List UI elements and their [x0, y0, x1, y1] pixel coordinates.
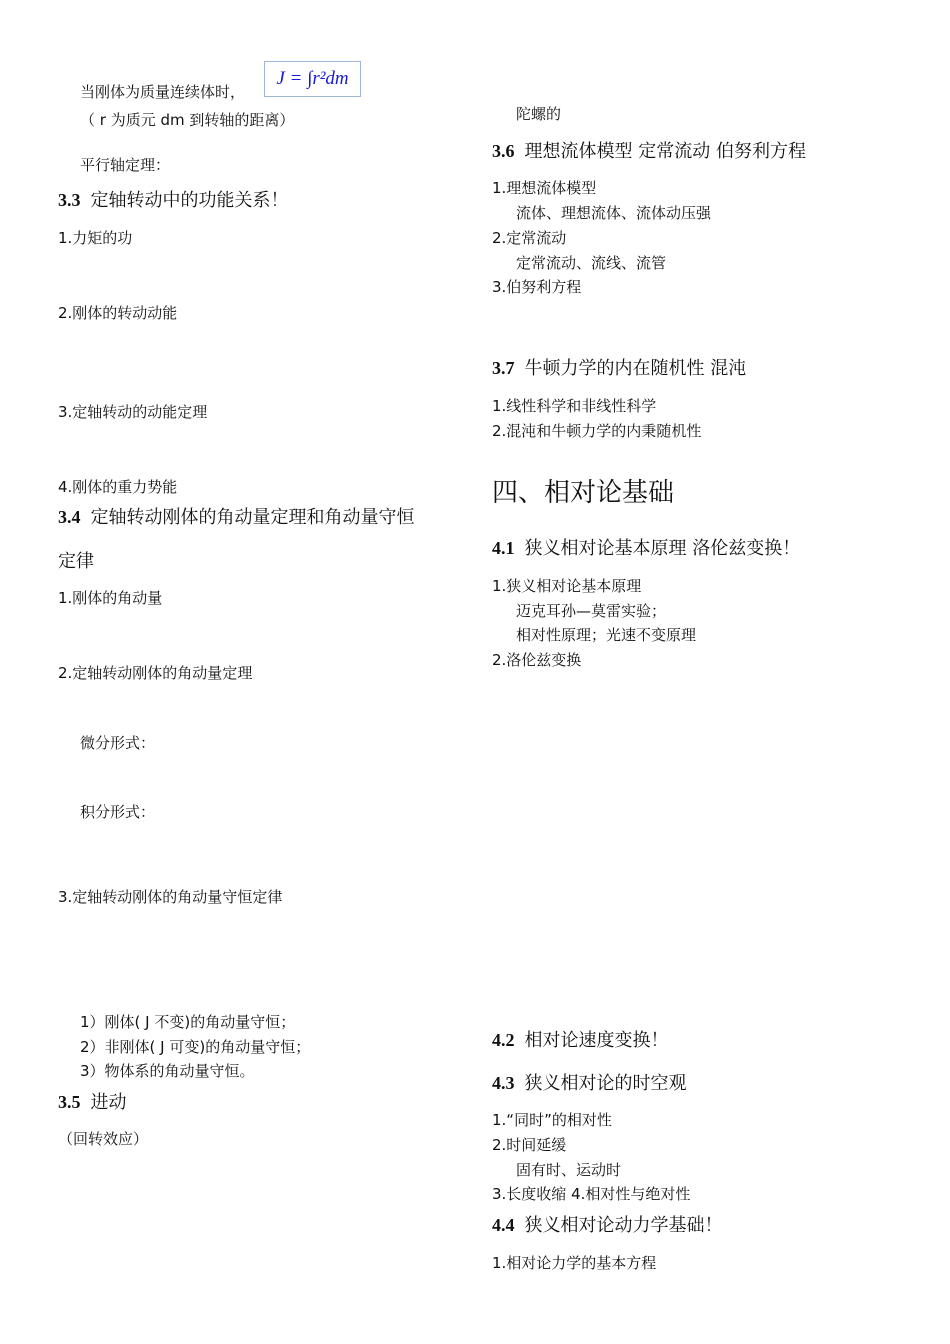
moment-of-inertia-formula-image: J = ∫r²dm	[264, 61, 361, 97]
chapter-4-heading: 四、相对论基础	[492, 478, 675, 508]
gyroscopic-effect-note: （回转效应）	[58, 1130, 149, 1148]
list-item: 迈克耳孙—莫雷实验；	[516, 602, 667, 620]
section-4-4-heading: 4.4 狭义相对论动力学基础！	[492, 1215, 723, 1236]
r-definition-text: （ r 为质元 dm 到转轴的距离）	[80, 111, 295, 129]
list-item: 3.伯努利方程	[492, 278, 582, 296]
section-3-3-heading: 3.3 定轴转动中的功能关系！	[58, 190, 289, 211]
differential-form-label: 微分形式：	[80, 734, 156, 752]
list-item: 3.定轴转动刚体的角动量守恒定律	[58, 888, 283, 906]
list-item: 相对性原理；光速不变原理	[516, 626, 697, 644]
list-item: 1.力矩的功	[58, 229, 133, 247]
list-item: 固有时、运动时	[516, 1161, 622, 1179]
list-item: 1.理想流体模型	[492, 179, 597, 197]
section-3-5-heading: 3.5 进动	[58, 1092, 127, 1113]
gyroscope-text: 陀螺的	[516, 105, 562, 123]
integral-form-label: 积分形式：	[80, 803, 156, 821]
section-4-1-heading: 4.1 狭义相对论基本原理 洛伦兹变换！	[492, 538, 801, 559]
list-item: 4.刚体的重力势能	[58, 478, 178, 496]
list-item: 3）物体系的角动量守恒。	[80, 1062, 255, 1080]
section-4-2-heading: 4.2 相对论速度变换！	[492, 1030, 669, 1051]
section-3-7-heading: 3.7 牛顿力学的内在随机性 混沌	[492, 358, 747, 379]
list-item: 3.长度收缩 4.相对性与绝对性	[492, 1185, 691, 1203]
list-item: 2.刚体的转动动能	[58, 304, 178, 322]
section-3-6-heading: 3.6 理想流体模型 定常流动 伯努利方程	[492, 141, 806, 162]
list-item: 1.相对论力学的基本方程	[492, 1254, 657, 1272]
list-item: 1.“同时”的相对性	[492, 1111, 612, 1129]
list-item: 2.定轴转动刚体的角动量定理	[58, 664, 253, 682]
list-item: 2.定常流动	[492, 229, 567, 247]
section-3-4-heading: 3.4 定轴转动刚体的角动量定理和角动量守恒	[58, 507, 415, 528]
section-3-4-heading-continued: 定律	[58, 551, 94, 572]
list-item: 1.狭义相对论基本原理	[492, 577, 642, 595]
continuous-body-text: 当刚体为质量连续体时，	[80, 83, 246, 101]
list-item: 1.刚体的角动量	[58, 589, 163, 607]
list-item: 2.洛伦兹变换	[492, 651, 582, 669]
list-item: 2.时间延缓	[492, 1136, 567, 1154]
section-4-3-heading: 4.3 狭义相对论的时空观	[492, 1073, 687, 1094]
list-item: 3.定轴转动的动能定理	[58, 403, 208, 421]
list-item: 1）刚体( J 不变)的角动量守恒；	[80, 1013, 296, 1031]
parallel-axis-theorem-text: 平行轴定理：	[80, 156, 171, 174]
list-item: 流体、理想流体、流体动压强	[516, 204, 712, 222]
list-item: 2.混沌和牛顿力学的内秉随机性	[492, 422, 702, 440]
list-item: 1.线性科学和非线性科学	[492, 397, 657, 415]
list-item: 定常流动、流线、流管	[516, 254, 667, 272]
list-item: 2）非刚体( J 可变)的角动量守恒；	[80, 1038, 311, 1056]
